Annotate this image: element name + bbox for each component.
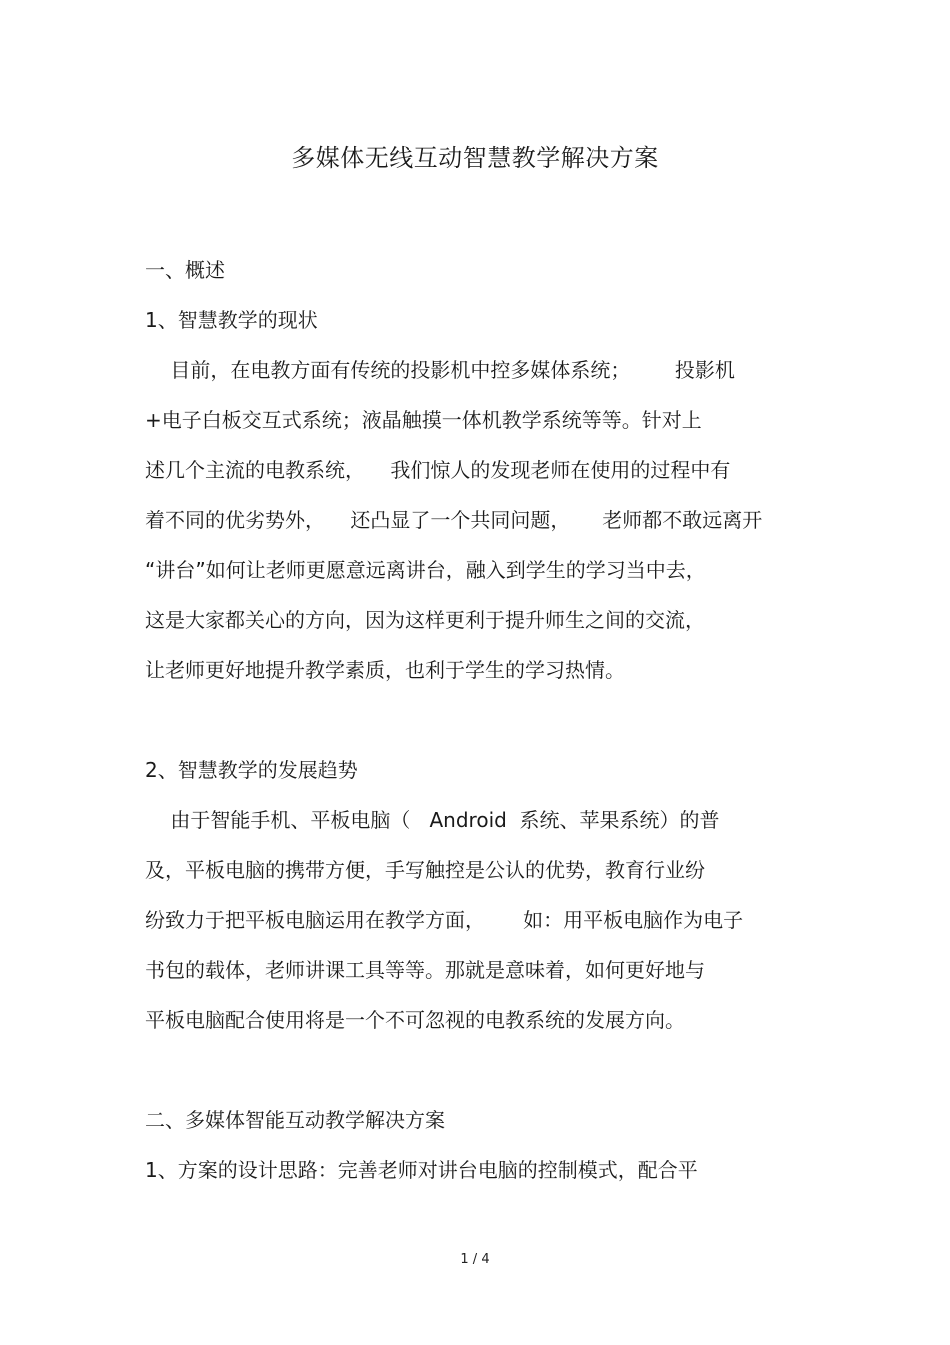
paragraph-line: 1、方案的设计思路：完善老师对讲台电脑的控制模式，配合平 [145,1158,698,1182]
paragraph-line: 这是大家都关心的方向，因为这样更利于提升师生之间的交流， [145,608,705,632]
document-title: 多媒体无线互动智慧教学解决方案 [291,144,659,172]
paragraph-line: 平板电脑配合使用将是一个不可忽视的电教系统的发展方向。 [145,1008,685,1032]
paragraph-line: +电子白板交互式系统；液晶触摸一体机教学系统等等。针对上 [145,408,702,432]
paragraph-line: 目前，在电教方面有传统的投影机中控多媒体系统； 投影机 [145,358,735,382]
page-number: 1 / 4 [460,1252,490,1267]
paragraph-line: 及，平板电脑的携带方便，手写触控是公认的优势，教育行业纷 [145,858,705,882]
paragraph-line: 述几个主流的电教系统， 我们惊人的发现老师在使用的过程中有 [145,458,731,482]
paragraph-line: 让老师更好地提升教学素质，也利于学生的学习热情。 [145,658,625,682]
paragraph-line: “讲台”如何让老师更愿意远离讲台，融入到学生的学习当中去， [145,558,706,582]
section-heading-solution: 二、多媒体智能互动教学解决方案 [145,1108,445,1132]
paragraph-line: 书包的载体，老师讲课工具等等。那就是意味着，如何更好地与 [145,958,705,982]
subsection-heading-trend: 2、智慧教学的发展趋势 [145,758,358,782]
paragraph-line: 由于智能手机、平板电脑（ Android 系统、苹果系统）的普 [145,808,720,832]
subsection-heading-status: 1、智慧教学的现状 [145,308,318,332]
section-heading-overview: 一、概述 [145,258,225,282]
paragraph-line: 纷致力于把平板电脑运用在教学方面， 如：用平板电脑作为电子 [145,908,744,932]
paragraph-line: 着不同的优劣势外， 还凸显了一个共同问题， 老师都不敢远离开 [145,508,763,532]
